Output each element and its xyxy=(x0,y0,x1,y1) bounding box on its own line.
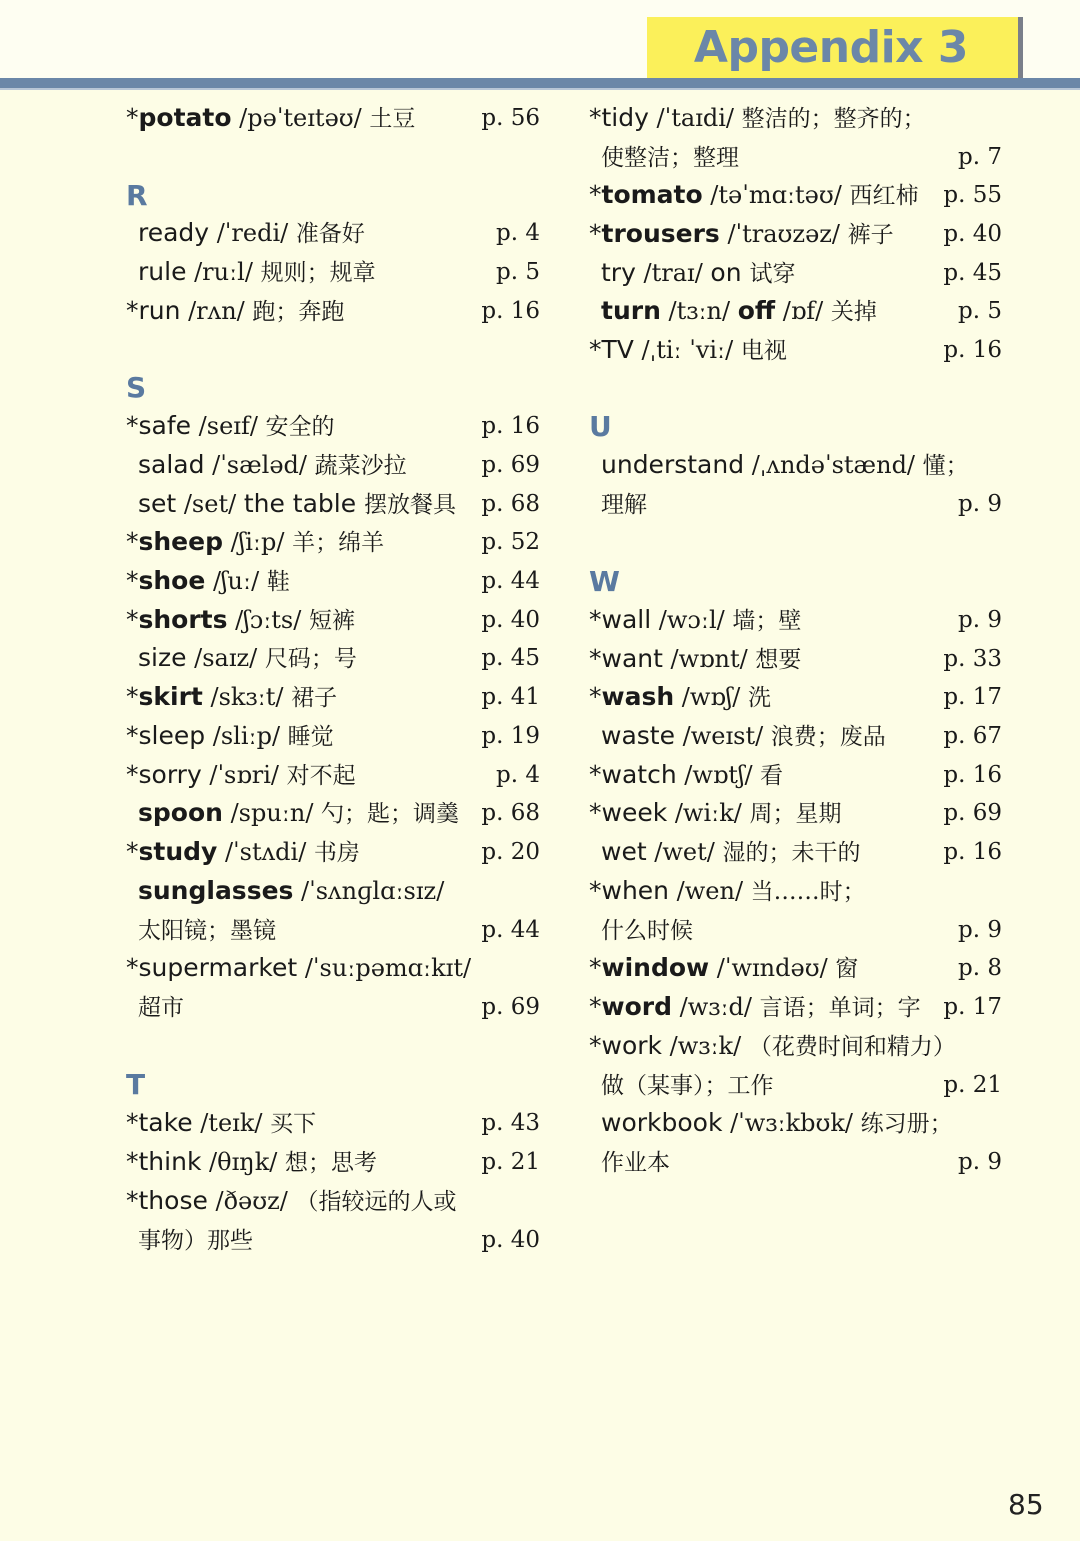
entry-continuation xyxy=(138,992,184,1023)
phonetic: /təˈmɑːtəʊ/ xyxy=(702,181,850,209)
glossary-entry xyxy=(138,257,376,288)
glossary-entry xyxy=(589,760,783,791)
entry-continuation xyxy=(601,1147,670,1178)
phonetic: /teɪk/ xyxy=(192,1109,271,1137)
chinese-meaning: （花费时间和精力） xyxy=(748,1034,956,1060)
page-reference: p. 45 xyxy=(481,645,540,671)
glossary-entry xyxy=(138,643,357,674)
glossary-entry xyxy=(126,953,471,983)
phrase-part: the table xyxy=(243,489,365,518)
glossary-entry xyxy=(126,721,334,752)
page-reference: p. 56 xyxy=(481,105,540,131)
glossary-entry xyxy=(126,566,290,597)
chinese-meaning: 睡觉 xyxy=(287,724,334,750)
glossary-entry xyxy=(138,798,459,829)
chinese-meaning: 关掉 xyxy=(830,299,877,325)
headword: think xyxy=(138,1147,202,1176)
core-word-star: * xyxy=(126,837,139,866)
chinese-meaning: 短裤 xyxy=(308,608,355,634)
glossary-entry xyxy=(126,837,360,868)
page-reference: p. 16 xyxy=(481,298,540,324)
page-reference: p. 9 xyxy=(958,917,1002,943)
chinese-meaning: 当……时； xyxy=(750,879,866,905)
phonetic: /ˈsuːpəmɑːkɪt/ xyxy=(297,954,472,982)
headword: when xyxy=(601,876,670,905)
phonetic: /ʃɔːts/ xyxy=(227,606,309,634)
phonetic: /weɪst/ xyxy=(674,722,771,750)
glossary-entry xyxy=(589,219,894,250)
entry-continuation xyxy=(601,1070,774,1101)
core-word-star: * xyxy=(126,1108,139,1137)
phonetic: /tɜːn/ xyxy=(660,297,738,325)
page-number: 85 xyxy=(1008,1488,1044,1521)
core-word-star: * xyxy=(126,1147,139,1176)
chinese-meaning: 跑；奔跑 xyxy=(252,299,345,325)
glossary-entry xyxy=(589,876,866,907)
entry-continuation xyxy=(138,1225,253,1256)
section-letter: R xyxy=(126,179,148,212)
phonetic: /skɜːt/ xyxy=(202,683,292,711)
section-letter: S xyxy=(126,371,147,404)
page-reference: p. 55 xyxy=(943,182,1002,208)
page-reference: p. 68 xyxy=(481,491,540,517)
page-reference: p. 44 xyxy=(481,568,540,594)
chinese-meaning: 裤子 xyxy=(847,222,894,248)
chinese-meaning: 电视 xyxy=(740,338,787,364)
page-reference: p. 5 xyxy=(958,298,1002,324)
chinese-meaning: 超市 xyxy=(138,995,184,1021)
chinese-meaning: 规则；规章 xyxy=(260,260,376,286)
chinese-meaning: 太阳镜；墨镜 xyxy=(138,918,276,944)
page-reference: p. 9 xyxy=(958,607,1002,633)
chinese-meaning: 对不起 xyxy=(286,763,356,789)
chinese-meaning: 事物）那些 xyxy=(138,1228,253,1254)
phrase-part: off xyxy=(737,296,776,325)
glossary-entry xyxy=(126,1186,456,1217)
chinese-meaning: 使整洁；整理 xyxy=(601,145,739,171)
page-reference: p. 19 xyxy=(481,723,540,749)
phonetic: /ɒf/ xyxy=(775,297,831,325)
page-reference: p. 40 xyxy=(481,1227,540,1253)
core-word-star: * xyxy=(589,180,602,209)
glossary-entry xyxy=(126,1108,316,1139)
page-reference: p. 21 xyxy=(481,1149,540,1175)
page-reference: p. 40 xyxy=(481,607,540,633)
headword: size xyxy=(138,643,187,672)
headword: shorts xyxy=(138,605,228,634)
core-word-star: * xyxy=(589,953,602,982)
chinese-meaning: 练习册； xyxy=(860,1111,953,1137)
headword: sorry xyxy=(138,760,202,789)
phonetic: /ʃuː/ xyxy=(205,567,267,595)
core-word-star: * xyxy=(589,335,602,364)
core-word-star: * xyxy=(589,103,602,132)
page-reference: p. 20 xyxy=(481,839,540,865)
phonetic: /wen/ xyxy=(669,877,751,905)
glossary-entry xyxy=(589,682,771,713)
headword: turn xyxy=(601,296,661,325)
chinese-meaning: 想要 xyxy=(755,647,802,673)
glossary-entry xyxy=(126,1147,377,1178)
phrase-part: on xyxy=(710,258,750,287)
page-reference: p. 69 xyxy=(481,452,540,478)
chinese-meaning: 墙；壁 xyxy=(732,608,802,634)
core-word-star: * xyxy=(589,605,602,634)
core-word-star: * xyxy=(589,644,602,673)
glossary-entry xyxy=(126,411,335,442)
core-word-star: * xyxy=(589,219,602,248)
page-reference: p. 4 xyxy=(496,762,540,788)
glossary-entry xyxy=(589,180,918,211)
glossary-entry xyxy=(601,296,877,327)
headword: TV xyxy=(601,335,634,364)
chinese-meaning: 湿的；未干的 xyxy=(722,840,861,866)
page-reference: p. 8 xyxy=(958,955,1002,981)
page-reference: p. 69 xyxy=(481,994,540,1020)
chinese-meaning: 想；思考 xyxy=(284,1150,377,1176)
glossary-entry xyxy=(589,605,801,636)
chinese-meaning: 准备好 xyxy=(295,221,365,247)
chinese-meaning: 做（某事）；工作 xyxy=(601,1073,774,1099)
glossary-entry xyxy=(589,335,787,366)
header-rule-light xyxy=(0,88,1080,90)
appendix-tab xyxy=(647,17,1023,78)
chinese-meaning: 裙子 xyxy=(291,685,338,711)
phonetic: /ˌtiː ˈviː/ xyxy=(633,336,741,364)
page-reference: p. 17 xyxy=(943,994,1002,1020)
core-word-star: * xyxy=(589,876,602,905)
chinese-meaning: 窗 xyxy=(835,956,859,982)
glossary-entry xyxy=(589,103,926,134)
headword: try xyxy=(601,258,636,287)
chinese-meaning: 勺；匙；调羹 xyxy=(321,801,460,827)
page-reference: p. 33 xyxy=(943,646,1002,672)
section-letter: T xyxy=(126,1068,146,1101)
chinese-meaning: 懂； xyxy=(922,453,969,479)
chinese-meaning: 什么时候 xyxy=(601,918,693,944)
glossary-entry xyxy=(138,450,407,481)
core-word-star: * xyxy=(126,1186,139,1215)
glossary-entry xyxy=(126,605,355,636)
section-letter: W xyxy=(589,565,620,598)
page-reference: p. 41 xyxy=(481,684,540,710)
headword: wet xyxy=(601,837,647,866)
core-word-star: * xyxy=(126,566,139,595)
chinese-meaning: 买下 xyxy=(270,1111,317,1137)
headword: rule xyxy=(138,257,187,286)
page-reference: p. 16 xyxy=(481,413,540,439)
phonetic: /saɪz/ xyxy=(186,644,265,672)
headword: want xyxy=(601,644,663,673)
core-word-star: * xyxy=(126,682,139,711)
glossary-entry xyxy=(126,527,384,558)
entry-continuation xyxy=(601,489,647,520)
chinese-meaning: 试穿 xyxy=(749,261,796,287)
page-reference: p. 4 xyxy=(496,220,540,246)
glossary-entry xyxy=(138,218,365,249)
page-reference: p. 17 xyxy=(943,684,1002,710)
glossary-entry xyxy=(589,953,858,984)
glossary-entry xyxy=(138,876,444,906)
headword: study xyxy=(138,837,218,866)
glossary-entry xyxy=(601,721,886,752)
headword: week xyxy=(601,798,668,827)
core-word-star: * xyxy=(126,721,139,750)
headword: skirt xyxy=(138,682,203,711)
glossary-entry xyxy=(589,644,801,675)
phonetic: /ˈsɒri/ xyxy=(201,761,287,789)
headword: sheep xyxy=(138,527,223,556)
glossary-entry xyxy=(126,682,337,713)
phonetic: /ˌʌndəˈstænd/ xyxy=(744,451,923,479)
phonetic: /ˈsæləd/ xyxy=(204,451,315,479)
page-reference: p. 43 xyxy=(481,1110,540,1136)
phonetic: /ʃiːp/ xyxy=(223,528,293,556)
chinese-meaning: 土豆 xyxy=(369,106,416,132)
core-word-star: * xyxy=(589,992,602,1021)
page-reference: p. 16 xyxy=(943,762,1002,788)
page-reference: p. 44 xyxy=(481,917,540,943)
core-word-star: * xyxy=(589,760,602,789)
phonetic: /spuːn/ xyxy=(222,799,322,827)
headword: potato xyxy=(138,103,232,132)
headword: salad xyxy=(138,450,205,479)
chinese-meaning: （指较远的人或 xyxy=(295,1189,457,1215)
headword: take xyxy=(138,1108,193,1137)
core-word-star: * xyxy=(126,296,139,325)
core-word-star: * xyxy=(126,411,139,440)
glossary-entry xyxy=(589,992,921,1023)
headword: ready xyxy=(138,218,210,247)
page-reference: p. 52 xyxy=(481,529,540,555)
page-reference: p. 40 xyxy=(943,221,1002,247)
phonetic: /ˈredi/ xyxy=(209,219,296,247)
chinese-meaning: 安全的 xyxy=(265,414,335,440)
phonetic: /traɪ/ xyxy=(635,259,711,287)
chinese-meaning: 作业本 xyxy=(601,1150,670,1176)
chinese-meaning: 洗 xyxy=(748,685,772,711)
glossary-entry xyxy=(601,450,969,481)
headword: watch xyxy=(601,760,677,789)
core-word-star: * xyxy=(589,1031,602,1060)
headword: understand xyxy=(601,450,745,479)
phonetic: /ˈtraʊzəz/ xyxy=(719,220,848,248)
phonetic: /wɜːk/ xyxy=(662,1032,749,1060)
headword: tidy xyxy=(601,103,649,132)
headword: set xyxy=(138,489,177,518)
glossary-entry xyxy=(589,798,841,829)
glossary-entry xyxy=(126,296,344,327)
chinese-meaning: 理解 xyxy=(601,492,647,518)
phonetic: /wɜːd/ xyxy=(672,993,760,1021)
headword: sleep xyxy=(138,721,206,750)
phonetic: /wet/ xyxy=(646,838,723,866)
header-rule xyxy=(0,78,1080,88)
page-reference: p. 16 xyxy=(943,337,1002,363)
headword: run xyxy=(138,296,181,325)
phonetic: /ðəʊz/ xyxy=(207,1187,296,1215)
page-reference: p. 9 xyxy=(958,491,1002,517)
section-letter: U xyxy=(589,410,612,443)
chinese-meaning: 书房 xyxy=(313,840,360,866)
phonetic: /wɒʃ/ xyxy=(674,683,749,711)
chinese-meaning: 蔬菜沙拉 xyxy=(314,453,407,479)
chinese-meaning: 西红柿 xyxy=(849,183,919,209)
headword: word xyxy=(601,992,672,1021)
phonetic: /ˈstʌdi/ xyxy=(217,838,314,866)
headword: wash xyxy=(601,682,675,711)
headword: sunglasses xyxy=(138,876,294,905)
core-word-star: * xyxy=(126,953,139,982)
core-word-star: * xyxy=(589,798,602,827)
headword: wall xyxy=(601,605,652,634)
phonetic: /wɒnt/ xyxy=(662,645,756,673)
glossary-entry xyxy=(126,760,356,791)
headword: work xyxy=(601,1031,662,1060)
headword: spoon xyxy=(138,798,223,827)
glossary-entry xyxy=(601,258,796,289)
headword: tomato xyxy=(601,180,703,209)
page-reference: p. 9 xyxy=(958,1149,1002,1175)
headword: shoe xyxy=(138,566,206,595)
chinese-meaning: 尺码；号 xyxy=(264,646,357,672)
phonetic: /pəˈteɪtəʊ/ xyxy=(231,104,370,132)
phonetic: /set/ xyxy=(176,490,244,518)
phonetic: /ˈwɪndəʊ/ xyxy=(709,954,836,982)
phonetic: /wiːk/ xyxy=(667,799,750,827)
glossary-entry xyxy=(126,103,415,134)
core-word-star: * xyxy=(126,760,139,789)
phonetic: /ˈwɜːkbʊk/ xyxy=(722,1109,861,1137)
page-reference: p. 45 xyxy=(943,260,1002,286)
glossary-entry xyxy=(589,1031,956,1062)
phonetic: /ˈsʌnɡlɑːsɪz/ xyxy=(293,877,445,905)
page-reference: p. 69 xyxy=(943,800,1002,826)
chinese-meaning: 浪费；废品 xyxy=(770,724,886,750)
headword: supermarket xyxy=(138,953,298,982)
phonetic: /sliːp/ xyxy=(205,722,288,750)
page-reference: p. 16 xyxy=(943,839,1002,865)
core-word-star: * xyxy=(126,103,139,132)
headword: trousers xyxy=(601,219,720,248)
phonetic: /ruːl/ xyxy=(186,258,261,286)
entry-continuation xyxy=(601,915,693,946)
chinese-meaning: 鞋 xyxy=(266,569,290,595)
headword: window xyxy=(601,953,710,982)
chinese-meaning: 言语；单词；字 xyxy=(759,995,921,1021)
headword: workbook xyxy=(601,1108,723,1137)
page-reference: p. 67 xyxy=(943,723,1002,749)
headword: those xyxy=(138,1186,208,1215)
phonetic: /wɒtʃ/ xyxy=(676,761,761,789)
headword: safe xyxy=(138,411,192,440)
glossary-entry xyxy=(601,837,860,868)
phonetic: /wɔːl/ xyxy=(651,606,733,634)
entry-continuation xyxy=(138,915,276,946)
glossary-entry xyxy=(601,1108,953,1139)
page-title: Appendix 3 xyxy=(693,22,968,73)
core-word-star: * xyxy=(126,605,139,634)
chinese-meaning: 周；星期 xyxy=(749,801,842,827)
phonetic: /θɪŋk/ xyxy=(201,1148,285,1176)
core-word-star: * xyxy=(126,527,139,556)
phonetic: /seɪf/ xyxy=(191,412,266,440)
core-word-star: * xyxy=(589,682,602,711)
page-reference: p. 68 xyxy=(481,800,540,826)
chinese-meaning: 羊；绵羊 xyxy=(292,530,385,556)
phonetic: /ˈtaɪdi/ xyxy=(648,104,742,132)
phonetic: /rʌn/ xyxy=(180,297,253,325)
chinese-meaning: 整洁的；整齐的； xyxy=(741,106,926,132)
chinese-meaning: 看 xyxy=(760,763,784,789)
page-reference: p. 5 xyxy=(496,259,540,285)
headword: waste xyxy=(601,721,675,750)
glossary-entry xyxy=(138,489,456,520)
chinese-meaning: 摆放餐具 xyxy=(364,492,457,518)
entry-continuation xyxy=(601,142,739,173)
page-reference: p. 21 xyxy=(943,1072,1002,1098)
page-reference: p. 7 xyxy=(958,144,1002,170)
